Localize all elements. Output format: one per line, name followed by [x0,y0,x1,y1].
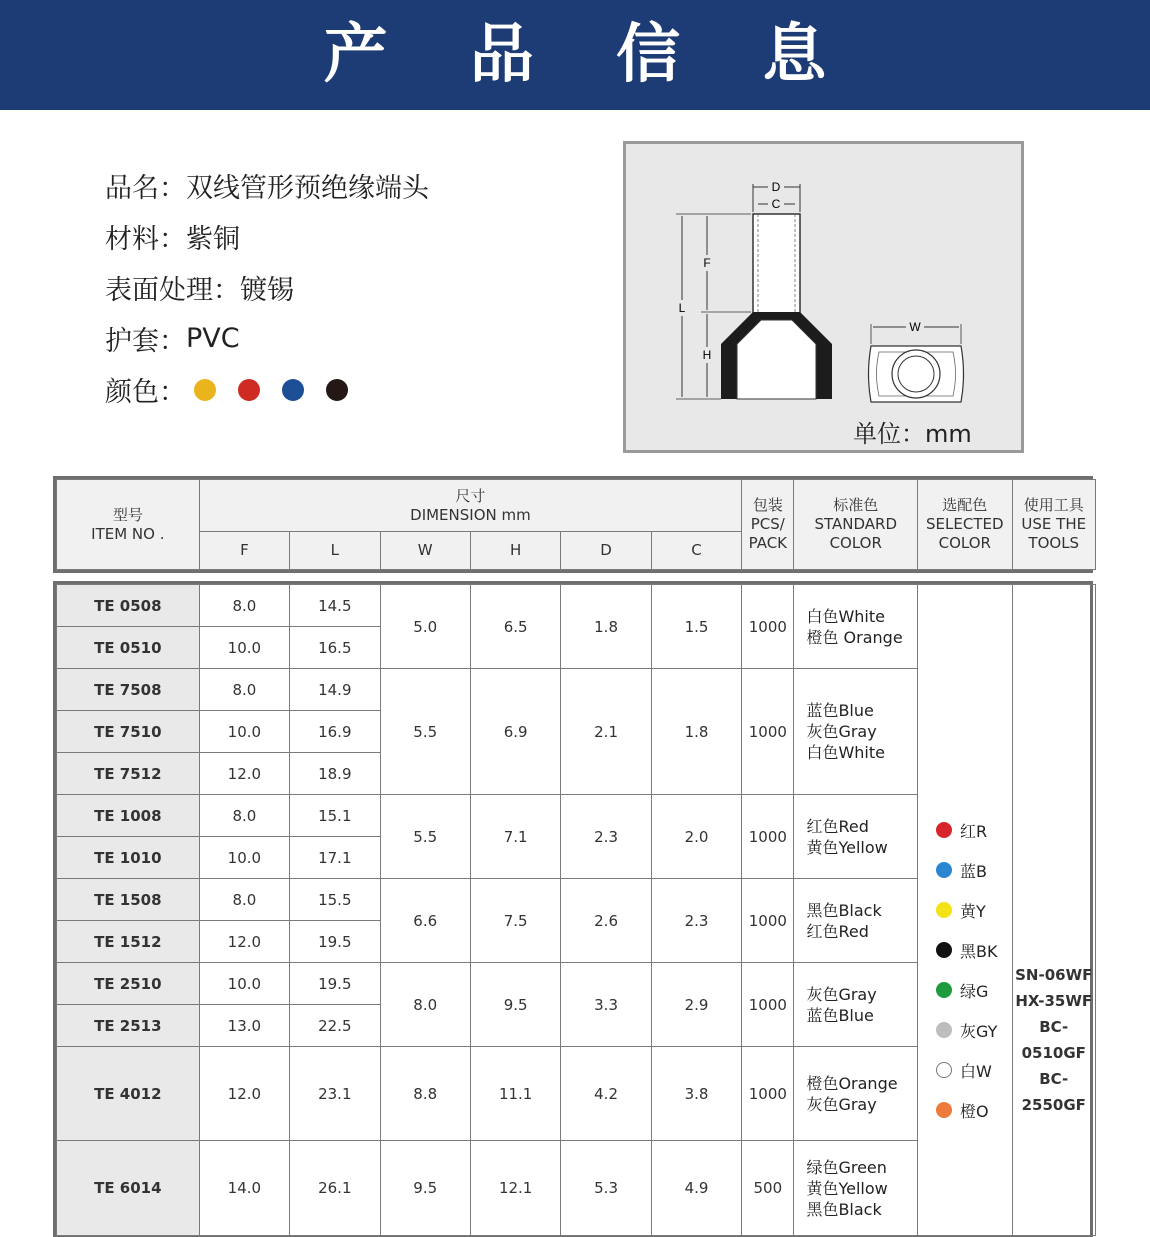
top-view-hole [892,350,940,398]
pack-cell: 500 [742,1141,794,1236]
d-cell: 1.8 [561,585,651,669]
sleeve-row [105,313,429,364]
sleeve-label: 护套： [105,326,186,357]
f-cell: 10.0 [199,711,289,753]
l-cell: 16.5 [290,627,380,669]
l-cell: 18.9 [290,753,380,795]
standard-color-item: 黑色Black [806,900,882,920]
item-no-cell: TE 0510 [57,627,200,669]
item-no-cell: TE 7510 [57,711,200,753]
selected-color-label: 灰GY [960,1021,998,1041]
standard-color-item: 白色White [806,606,885,626]
header-col-l: L [290,532,380,570]
standard-color-item: 蓝色Blue [806,701,874,720]
color-swatch-icon [936,982,952,998]
selected-color-list [918,810,1011,1130]
selected-color-label: 橙O [960,1101,989,1121]
d-cell: 2.1 [561,669,651,795]
l-cell: 17.1 [290,837,380,879]
w-cell: 9.5 [380,1141,470,1236]
standard-color-item: 黄色Yellow [806,1178,888,1198]
header-col-f: F [199,532,289,570]
color-dot-red [238,379,260,401]
sleeve-value: PVC [186,323,240,354]
selected-color-label: 红R [960,821,988,841]
standard-color-item: 灰色Gray [806,984,877,1004]
standard-color-item: 灰色Gray [806,1094,877,1114]
selected-color-item [936,1010,1011,1050]
selected-color-item [936,1050,1011,1090]
ferrule-tube [753,214,800,316]
pack-cell: 1000 [742,795,794,879]
l-cell: 26.1 [290,1141,380,1236]
selected-color-label: 黄Y [960,901,986,921]
header-col-h: H [470,532,560,570]
item-no-cell: TE 2513 [57,1005,200,1047]
product-name-row [105,160,429,211]
standard-color-cell [794,879,918,963]
d-cell: 3.3 [561,963,651,1047]
standard-color-cell [794,1047,918,1141]
d-cell: 2.6 [561,879,651,963]
color-swatch-icon [936,1102,952,1118]
tool-model: BC-0510GF [1021,1018,1086,1062]
header-tools: 使用工具 USE THE TOOLS [1012,480,1096,570]
product-info [105,160,429,415]
l-cell: 14.5 [290,585,380,627]
f-cell: 12.0 [199,753,289,795]
selected-color-item [936,930,1011,970]
pack-cell: 1000 [742,1047,794,1141]
dim-w-label: W [909,320,921,334]
h-cell: 12.1 [470,1141,560,1236]
standard-color-item: 红色Red [806,816,869,836]
w-cell: 5.5 [380,795,470,879]
table-body [53,581,1093,1237]
color-dot-black [326,379,348,401]
c-cell: 2.0 [651,795,741,879]
standard-color-item: 橙色 Orange [806,627,903,647]
collar-inner [737,320,816,399]
w-cell: 5.0 [380,585,470,669]
f-cell: 12.0 [199,1047,289,1141]
w-cell: 8.8 [380,1047,470,1141]
selected-color-item [936,1090,1011,1130]
material-label: 材料： [105,224,186,255]
item-no-cell: TE 1010 [57,837,200,879]
table-header [53,476,1093,573]
pack-cell: 1000 [742,585,794,669]
item-no-cell: TE 1508 [57,879,200,921]
color-swatch-icon [936,1022,952,1038]
item-no-cell: TE 0508 [57,585,200,627]
color-swatch-icon [936,902,952,918]
item-no-cell: TE 7508 [57,669,200,711]
l-cell: 16.9 [290,711,380,753]
f-cell: 10.0 [199,837,289,879]
pack-cell: 1000 [742,963,794,1047]
standard-color-cell [794,669,918,795]
d-cell: 2.3 [561,795,651,879]
selected-color-label: 黑BK [960,941,998,961]
header-dimension: 尺寸 DIMENSION mm [199,480,742,532]
header-col-w: W [380,532,470,570]
unit-label: 单位：mm [853,420,972,448]
h-cell: 6.9 [470,669,560,795]
l-cell: 23.1 [290,1047,380,1141]
standard-color-item: 红色Red [806,921,869,941]
standard-color-item: 灰色Gray [806,722,877,741]
tool-model: HX-35WF [1015,992,1093,1010]
f-cell: 14.0 [199,1141,289,1236]
h-cell: 6.5 [470,585,560,669]
c-cell: 3.8 [651,1047,741,1141]
standard-color-item: 蓝色Blue [806,1005,874,1025]
color-dot-blue [282,379,304,401]
header-col-c: C [651,532,741,570]
c-cell: 2.9 [651,963,741,1047]
item-no-cell: TE 7512 [57,753,200,795]
item-no-cell: TE 4012 [57,1047,200,1141]
standard-color-cell [794,585,918,669]
surface-row [105,262,429,313]
surface-value: 镀锡 [240,275,294,306]
selected-color-label: 白W [960,1061,992,1081]
selected-color-item [936,970,1011,1010]
w-cell: 8.0 [380,963,470,1047]
standard-color-cell [794,795,918,879]
standard-color-item: 橙色Orange [806,1073,898,1093]
dim-c-label: C [771,197,781,211]
standard-color-cell [794,963,918,1047]
ferrule-drawing [626,144,1021,450]
l-cell: 15.5 [290,879,380,921]
l-cell: 14.9 [290,669,380,711]
l-cell: 15.1 [290,795,380,837]
item-no-cell: TE 6014 [57,1141,200,1236]
f-cell: 8.0 [199,879,289,921]
l-cell: 19.5 [290,963,380,1005]
selected-color-item [936,810,1011,850]
page-title: 产 品 信 息 [323,18,857,92]
dimension-diagram [623,141,1024,453]
dim-h-label: H [702,348,712,362]
h-cell: 7.5 [470,879,560,963]
standard-color-cell [794,1141,918,1236]
table-row [57,585,1096,627]
f-cell: 8.0 [199,585,289,627]
standard-color-item: 绿色Green [806,1157,887,1177]
f-cell: 10.0 [199,627,289,669]
tool-model: SN-06WF [1015,966,1093,984]
selected-color-label: 绿G [960,981,989,1001]
color-swatch-icon [936,862,952,878]
f-cell: 8.0 [199,669,289,711]
f-cell: 12.0 [199,921,289,963]
w-cell: 5.5 [380,669,470,795]
spec-table [53,476,1093,1237]
h-cell: 11.1 [470,1047,560,1141]
selected-color-item [936,850,1011,890]
pack-cell: 1000 [742,879,794,963]
w-cell: 6.6 [380,879,470,963]
l-cell: 22.5 [290,1005,380,1047]
standard-color-item: 黄色Yellow [806,837,888,857]
standard-color-item: 白色White [806,743,885,762]
material-value: 紫铜 [186,224,240,255]
product-name-value: 双线管形预绝缘端头 [186,173,429,204]
color-dot-yellow [194,379,216,401]
header-pack: 包装 PCS/ PACK [742,480,794,570]
item-no-cell: TE 1512 [57,921,200,963]
header-item-no: 型号 ITEM NO . [57,480,200,570]
selected-color-cell [918,585,1012,1236]
tool-model: BC-2550GF [1021,1070,1086,1114]
c-cell: 1.5 [651,585,741,669]
item-no-cell: TE 1008 [57,795,200,837]
dim-d-label: D [771,180,781,194]
dim-f-label: F [703,256,711,270]
color-row [105,364,429,415]
l-cell: 19.5 [290,921,380,963]
selected-color-item [936,890,1011,930]
f-cell: 10.0 [199,963,289,1005]
surface-label: 表面处理： [105,275,240,306]
h-cell: 9.5 [470,963,560,1047]
color-swatch-icon [936,942,952,958]
c-cell: 2.3 [651,879,741,963]
pack-cell: 1000 [742,669,794,795]
color-swatch-icon [936,1062,952,1078]
selected-color-label: 蓝B [960,861,988,881]
f-cell: 8.0 [199,795,289,837]
material-row [105,211,429,262]
h-cell: 7.1 [470,795,560,879]
c-cell: 4.9 [651,1141,741,1236]
header-standard-color: 标准色 STANDARD COLOR [794,480,918,570]
dim-l-label: L [678,301,686,315]
c-cell: 1.8 [651,669,741,795]
f-cell: 13.0 [199,1005,289,1047]
item-no-cell: TE 2510 [57,963,200,1005]
product-name-label: 品名： [105,173,186,204]
color-label: 颜色： [105,377,186,408]
d-cell: 4.2 [561,1047,651,1141]
d-cell: 5.3 [561,1141,651,1236]
header-col-d: D [561,532,651,570]
tools-cell [1012,585,1096,1236]
standard-color-item: 黑色Black [806,1199,882,1219]
header-selected-color: 选配色 SELECTED COLOR [918,480,1012,570]
color-swatch-icon [936,822,952,838]
